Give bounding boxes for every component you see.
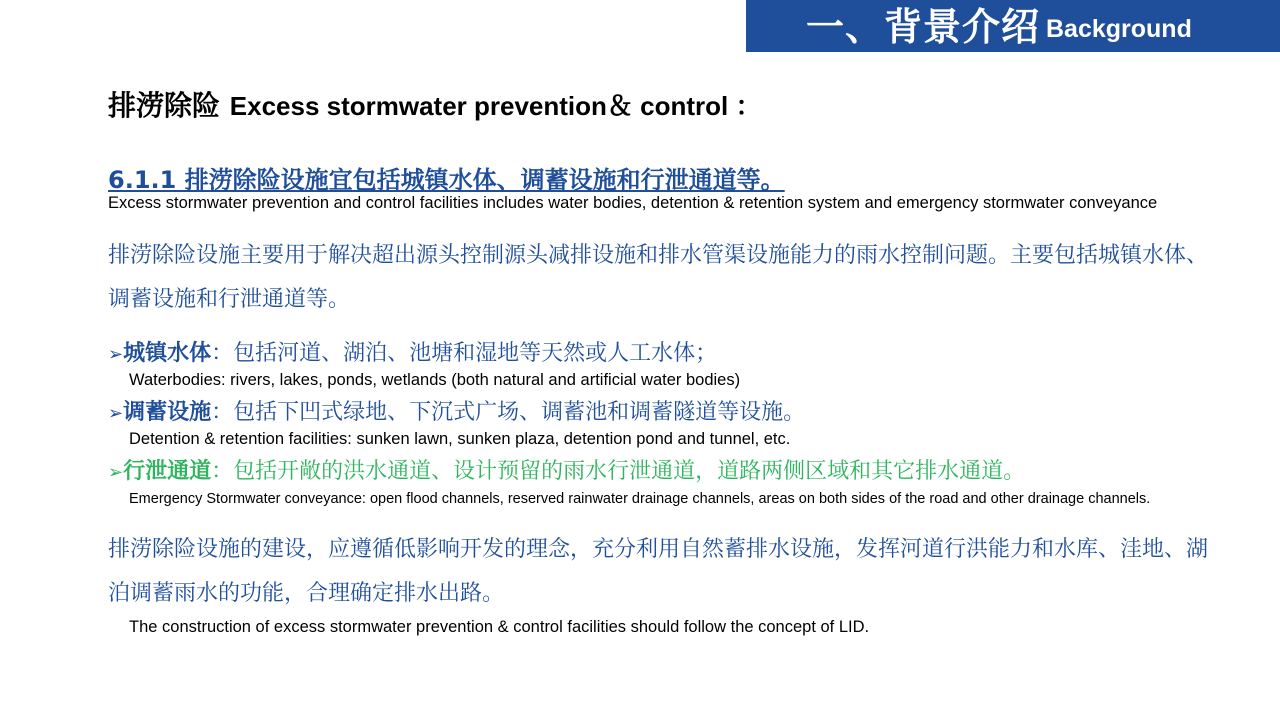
closing-en: The construction of excess stormwater prevention & control facilities should follow the concept of LID.	[129, 618, 870, 636]
bullet-text: ：包括河道、湖泊、池塘和湿地等天然或人工水体；	[211, 341, 718, 366]
closing-cn: 排涝除险设施的建设，应遵循低影响开发的理念，充分利用自然蓄排水设施，发挥河道行洪能力和水库、洼地、湖泊调蓄雨水的功能，合理确定排水出路。	[108, 537, 1209, 606]
page-heading	[108, 84, 761, 124]
arrow-bullet-icon: ➢	[108, 462, 124, 483]
arrow-bullet-icon: ➢	[108, 344, 124, 365]
bullet-text: ：包括开敞的洪水通道、设计预留的雨水行泄通道，道路两侧区域和其它排水通道。	[211, 459, 1026, 484]
bullet-term: 行泄通道	[123, 459, 212, 484]
banner-title-cn: 一、背景介绍	[806, 5, 1041, 49]
header-banner	[746, 0, 1280, 52]
heading-cn: 排涝除险	[108, 89, 221, 122]
section-en-description: Excess stormwater prevention and control facilities includes water bodies, detention & retention system and emergency stormwater conveyance	[108, 194, 1158, 212]
heading-en: Excess stormwater prevention＆ control ：	[229, 91, 762, 121]
bullet-conveyance-en: Emergency Stormwater conveyance: open flood channels, reserved rainwater drainage channels, areas on both sides of the road and other drainage channels.	[129, 491, 1151, 507]
bullet-waterbodies	[108, 336, 717, 367]
arrow-bullet-icon: ➢	[108, 403, 124, 424]
bullet-term: 城镇水体	[123, 341, 212, 366]
bullet-text: ：包括下凹式绿地、下沉式广场、调蓄池和调蓄隧道等设施。	[211, 400, 806, 425]
bullet-detention	[108, 395, 805, 426]
bullet-conveyance	[108, 454, 1025, 485]
banner-title-en: Background	[1046, 15, 1192, 43]
bullet-term: 调蓄设施	[123, 400, 212, 425]
section-cn-description: 排涝除险设施主要用于解决超出源头控制源头减排设施和排水管渠设施能力的雨水控制问题。主要包括城镇水体、调蓄设施和行泄通道等。	[108, 243, 1209, 312]
bullet-waterbodies-en: Waterbodies: rivers, lakes, ponds, wetlands (both natural and artificial water bodies)	[129, 371, 741, 389]
section-title: 6.1.1 排涝除险设施宜包括城镇水体、调蓄设施和行泄通道等。	[108, 166, 785, 194]
bullet-detention-en: Detention & retention facilities: sunken lawn, sunken plaza, detention pond and tunnel, etc.	[129, 430, 791, 448]
